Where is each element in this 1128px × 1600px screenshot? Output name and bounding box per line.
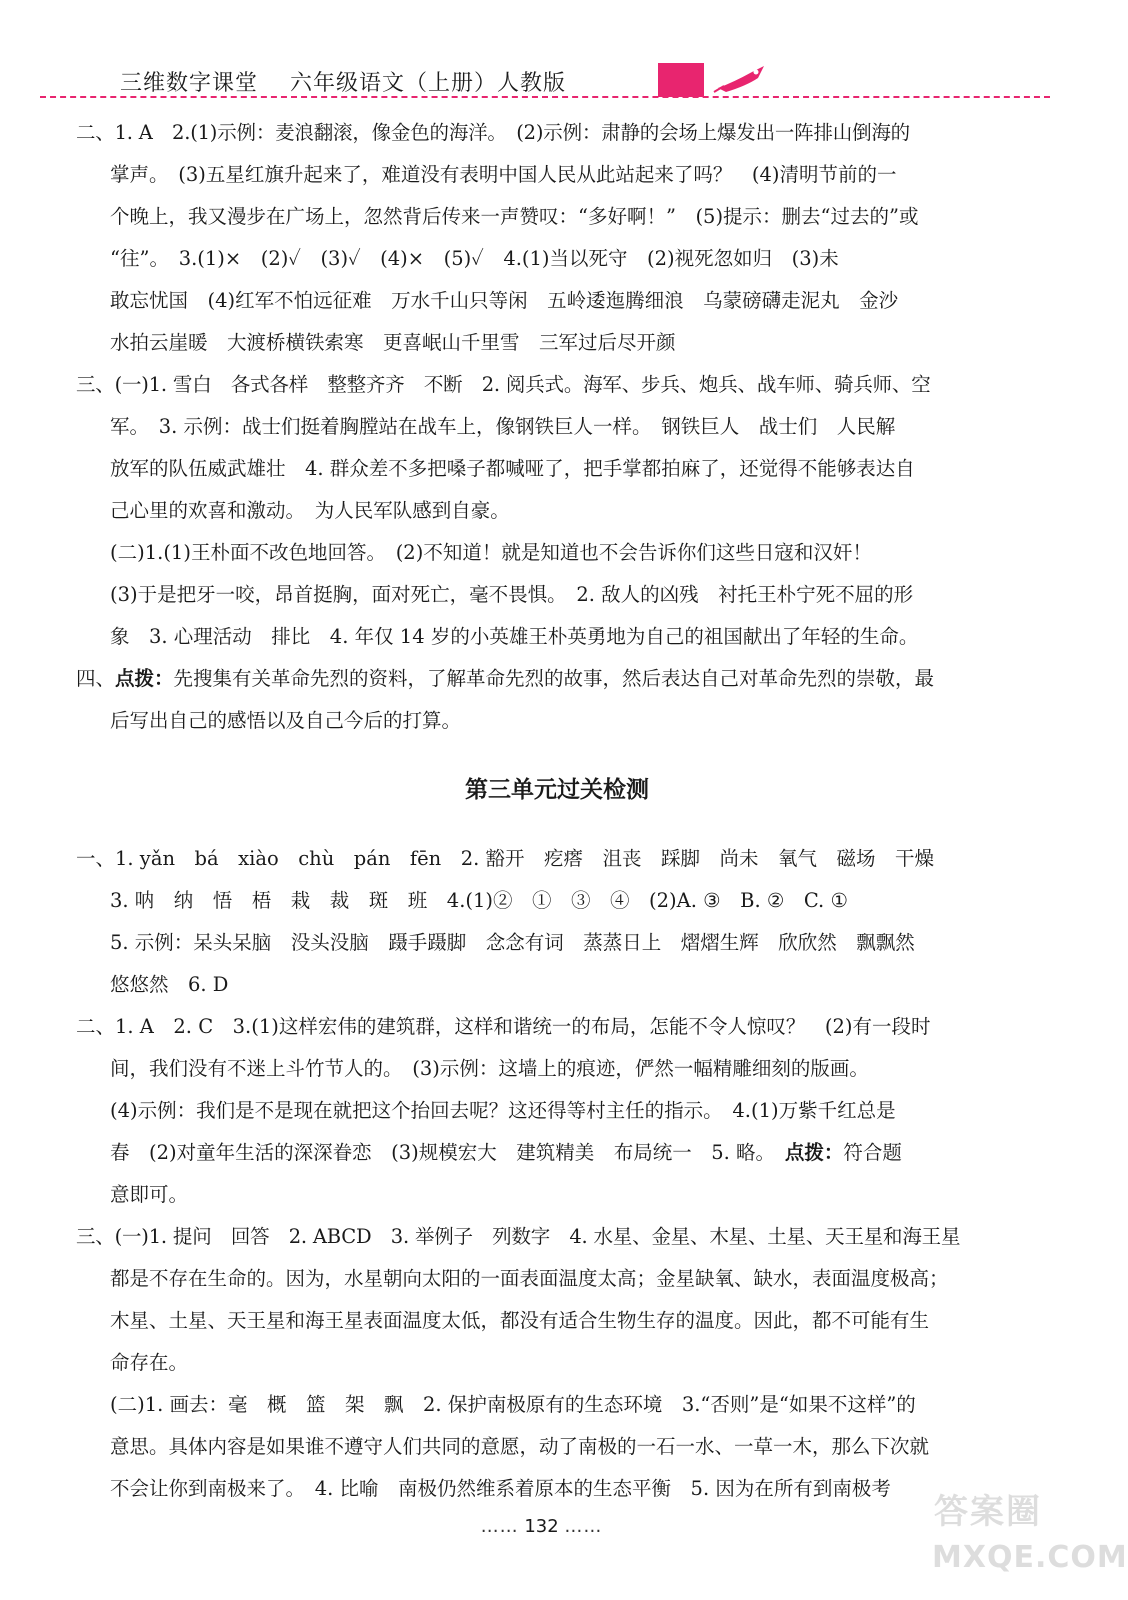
text-line: 三、(一)1. 提问 回答 2. ABCD 3. 举例子 列数字 4. 水星、金星、木星、土星、天王星和海王星 (76, 1225, 961, 1248)
text-line: 后写出自己的感悟以及自己今后的打算。 (110, 709, 462, 732)
text-line: 己心里的欢喜和激动。 为人民军队感到自豪。 (110, 499, 510, 522)
page-number (0, 1516, 1083, 1537)
text-line: 水拍云崖暖 大渡桥横铁索寒 更喜岷山千里雪 三军过后尽开颜 (110, 331, 676, 354)
section-title: 第三单元过关检测 (465, 776, 649, 803)
tip-label: 点拨： (115, 667, 174, 690)
page-dots-left: …… (480, 1516, 519, 1537)
text-line: 命存在。 (110, 1351, 189, 1374)
text-line: 掌声。 (3)五星红旗升起来了，难道没有表明中国人民从此站起来了吗？ (4)清明节前的一 (110, 163, 897, 186)
page-number-value: 132 (524, 1516, 559, 1537)
unit2-answers (76, 112, 1038, 742)
text-line: 一、1. yǎn bá xiào chù pán fēn 2. 豁开 疙瘩 沮丧 踩脚 尚未 氧气 磁场 干燥 (76, 847, 935, 870)
page-dots-right: …… (564, 1516, 603, 1537)
text-line: 二、1. A 2. C 3.(1)这样宏伟的建筑群，这样和谐统一的布局，怎能不令人惊叹？ (2)有一段时 (76, 1015, 931, 1038)
series-title: 三维数字课堂 (120, 71, 259, 96)
tip-text: 符合题 (843, 1141, 902, 1164)
answer-text: 春 (2)对童年生活的深深眷恋 (3)规模宏大 建筑精美 布局统一 5. 略。 (110, 1141, 785, 1164)
text-line: 象 3. 心理活动 排比 4. 年仅 14 岁的小英雄王朴英勇地为自己的祖国献出了年轻的生命。 (110, 625, 919, 648)
text-line: 悠悠然 6. D (110, 973, 229, 996)
header-color-block (658, 63, 704, 97)
text-line: “往”。 3.(1)× (2)✓ (3)✓ (4)× (5)✓ 4.(1)当以死守 (2)视死忽如归 (3)未 (110, 247, 839, 270)
watermark-logo-text: 答案圈 (934, 1492, 1042, 1532)
text-line: (3)于是把牙一咬，昂首挺胸，面对死亡，毫不畏惧。 2. 敌人的凶残 衬托王朴宁死不屈的形 (110, 583, 914, 606)
text-line: (4)示例：我们是不是现在就把这个抬回去呢？这还得等村主任的指示。 4.(1)万紫千红总是 (110, 1099, 896, 1122)
text-line: 三、(一)1. 雪白 各式各样 整整齐齐 不断 2. 阅兵式。海军、步兵、炮兵、战车师、骑兵师、空 (76, 373, 931, 396)
text-line: 敢忘忧国 (4)红军不怕远征难 万水千山只等闲 五岭逶迤腾细浪 乌蒙磅礴走泥丸 金沙 (110, 289, 899, 312)
text-line: 3. 呐 纳 悟 梧 栽 裁 斑 班 4.(1)② ① ③ ④ (2)A. ③ B. ② C. ① (110, 889, 848, 912)
text-line: 间，我们没有不迷上斗竹节人的。 (3)示例：这墙上的痕迹，俨然一幅精雕细刻的版画。 (110, 1057, 869, 1080)
text-line: 5. 示例：呆头呆脑 没头没脑 蹑手蹑脚 念念有词 蒸蒸日上 熠熠生辉 欣欣然 飘飘然 (110, 931, 915, 954)
text-line (76, 1132, 1038, 1174)
watermark-url: MXQE.COM (932, 1540, 1128, 1575)
tip-text: 先搜集有关革命先烈的资料，了解革命先烈的故事，然后表达自己对革命先烈的崇敬，最 (173, 667, 935, 690)
page-header (0, 58, 1083, 102)
answer-content (76, 112, 1038, 1510)
text-line: 二、1. A 2.(1)示例：麦浪翻滚，像金色的海洋。 (2)示例：肃静的会场上爆发出一阵排山倒海的 (76, 121, 910, 144)
text-line: 放军的队伍威武雄壮 4. 群众差不多把嗓子都喊哑了，把手掌都拍麻了，还觉得不能够表达自 (110, 457, 915, 480)
header-divider (40, 96, 1050, 98)
site-watermark (930, 1484, 1128, 1584)
rocket-icon (712, 62, 772, 96)
text-line: 个晚上，我又漫步在广场上，忽然背后传来一声赞叹：“多好啊！” (5)提示：删去“过去的”或 (110, 205, 919, 228)
text-line: (二)1. 画去：毫 概 篮 架 飘 2. 保护南极原有的生态环境 3.“否则”是“如果不这样”的 (110, 1393, 916, 1416)
unit3-answers (76, 838, 1038, 1510)
tip-label: 点拨： (784, 1141, 844, 1164)
text-line: (二)1.(1)王朴面不改色地回答。 (2)不知道！就是知道也不会告诉你们这些日寇和汉奸！ (110, 541, 872, 564)
text-line (76, 658, 1038, 700)
question-number: 四、 (76, 667, 116, 690)
text-line: 意即可。 (110, 1183, 189, 1206)
text-line: 不会让你到南极来了。 4. 比喻 南极仍然维系着原本的生态平衡 5. 因为在所有到南极考 (110, 1477, 891, 1500)
book-title: 六年级语文（上册）人教版 (290, 71, 567, 96)
text-line: 都是不存在生命的。因为，水星朝向太阳的一面表面温度太高；金星缺氧、缺水，表面温度极高； (110, 1267, 949, 1290)
text-line: 意思。具体内容是如果谁不遵守人们共同的意愿，动了南极的一石一水、一草一木，那么下次就 (110, 1435, 930, 1458)
text-line: 军。 3. 示例：战士们挺着胸膛站在战车上，像钢铁巨人一样。 钢铁巨人 战士们 人民解 (110, 415, 896, 438)
text-line: 木星、土星、天王星和海王星表面温度太低，都没有适合生物生存的温度。因此，都不可能有生 (110, 1309, 930, 1332)
